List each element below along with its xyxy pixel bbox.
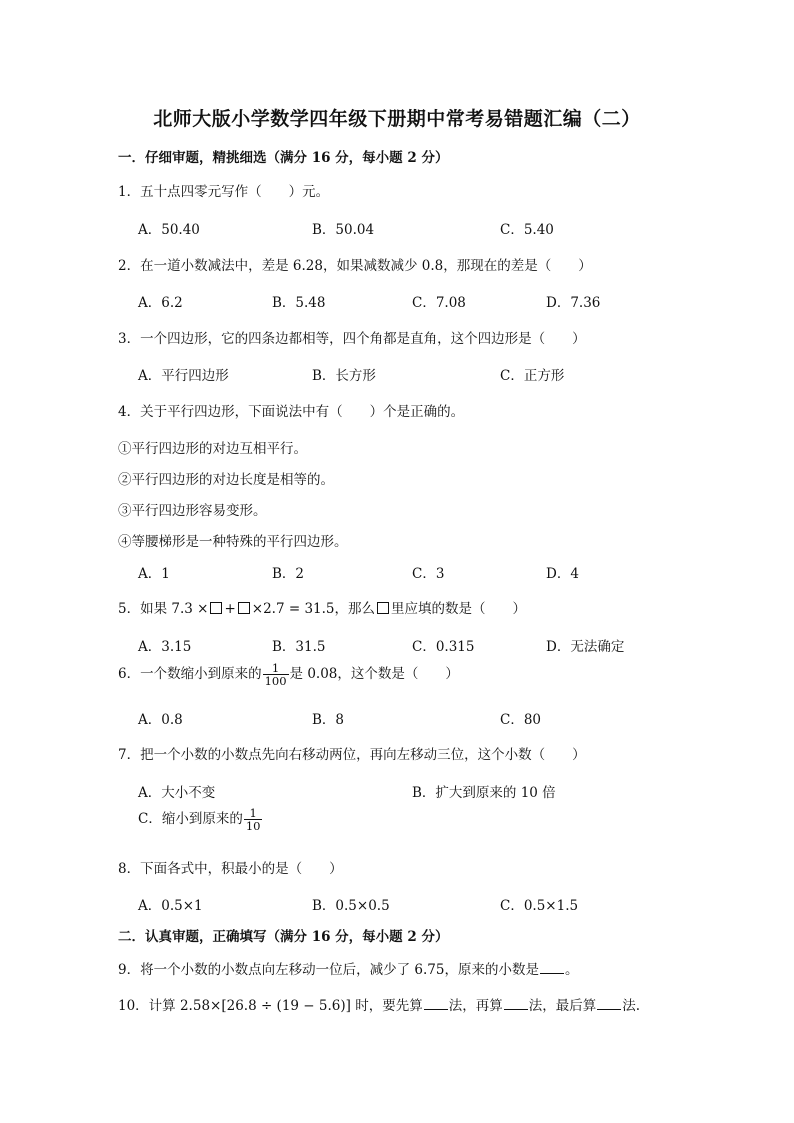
question-3: 3．一个四边形，它的四条边都相等，四个角都是直角，这个四边形是（ ） (118, 331, 586, 347)
q9-text-a: 9．将一个小数的小数点向左移动一位后，减少了 6.75，原来的小数是 (118, 962, 539, 978)
answer-blank[interactable] (597, 997, 621, 1010)
fraction (244, 807, 263, 832)
q10-text-c: 法，最后算 (528, 998, 597, 1014)
question-4: 4．关于平行四边形，下面说法中有（ ）个是正确的。 (118, 404, 465, 420)
q4-option-a: A．1 (138, 566, 170, 582)
q3-option-a: A．平行四边形 (138, 368, 229, 384)
fraction-denominator: 100 (264, 674, 287, 689)
q7-option-b: B．扩大到原来的 10 倍 (412, 785, 556, 801)
q5-text-b: + (224, 601, 236, 617)
question-5 (118, 597, 526, 617)
q4-statement-3: ③平行四边形容易变形。 (118, 503, 267, 519)
q1-option-c: C．5.40 (500, 222, 554, 238)
q8-option-a: A．0.5×1 (138, 898, 203, 914)
q5-text-d: 里应填的数是（ ） (391, 601, 526, 617)
q4-option-c: C．3 (412, 566, 445, 582)
fraction (263, 662, 289, 687)
q3-option-b: B．长方形 (312, 368, 376, 384)
q7-option-c-text: C．缩小到原来的 (138, 811, 243, 828)
question-2: 2．在一道小数减法中，差是 6.28，如果减数减少 0.8，那现在的差是（ ） (118, 258, 592, 274)
q3-option-c: C．正方形 (500, 368, 565, 384)
q10-text-d: 法. (622, 998, 640, 1014)
q7-option-a: A．大小不变 (138, 785, 216, 801)
q5-option-d: D．无法确定 (546, 639, 625, 655)
q8-option-c: C．0.5×1.5 (500, 898, 579, 914)
q5-option-c: C．0.315 (412, 639, 475, 655)
question-1: 1．五十点四零元写作（ ）元。 (118, 184, 330, 200)
answer-blank[interactable] (504, 997, 528, 1010)
q7-option-c (138, 807, 263, 832)
fraction-denominator: 10 (245, 819, 261, 834)
q2-option-d: D．7.36 (546, 295, 601, 311)
answer-blank[interactable] (424, 997, 448, 1010)
q2-option-b: B．5.48 (272, 295, 326, 311)
question-7: 7．把一个小数的小数点先向右移动两位，再向左移动三位，这个小数（ ） (118, 747, 586, 763)
q6-option-c: C．80 (500, 712, 542, 728)
q4-option-b: B．2 (272, 566, 305, 582)
q6-text-a: 6．一个数缩小到原来的 (118, 666, 262, 683)
q5-text-c: ×2.7 = 31.5，那么 (251, 601, 375, 617)
section-heading-1: 一．仔细审题，精挑细选（满分 16 分，每小题 2 分） (118, 150, 449, 166)
q1-option-b: B．50.04 (312, 222, 375, 238)
section-heading-2: 二．认真审题，正确填写（满分 16 分，每小题 2 分） (118, 929, 449, 945)
fraction-numerator: 1 (249, 806, 257, 820)
question-8: 8．下面各式中，积最小的是（ ） (118, 861, 343, 877)
q6-option-a: A．0.8 (138, 712, 183, 728)
q9-text-b: 。 (564, 962, 579, 978)
q10-text-b: 法，再算 (448, 998, 503, 1014)
answer-blank[interactable] (540, 961, 564, 974)
q4-statement-4: ④等腰梯形是一种特殊的平行四边形。 (118, 534, 348, 550)
question-9 (118, 958, 578, 978)
q8-option-b: B．0.5×0.5 (312, 898, 390, 914)
fraction-numerator: 1 (271, 661, 280, 675)
q5-option-a: A．3.15 (138, 639, 192, 655)
q4-statement-2: ②平行四边形的对边长度是相等的。 (118, 472, 334, 488)
q5-option-b: B．31.5 (272, 639, 326, 655)
q4-option-d: D．4 (546, 566, 579, 582)
empty-box (377, 602, 389, 614)
q6-text-b: 是 0.08，这个数是（ ） (289, 666, 459, 683)
question-10 (118, 994, 640, 1014)
question-6 (118, 662, 459, 687)
q5-text-a: 5．如果 7.3 × (118, 601, 209, 617)
q2-option-a: A．6.2 (138, 295, 183, 311)
empty-box (238, 602, 250, 614)
q10-text-a: 10．计算 2.58×[26.8 ÷ (19 − 5.6)] 时，要先算 (118, 998, 423, 1014)
q2-option-c: C．7.08 (412, 295, 466, 311)
q4-statement-1: ①平行四边形的对边互相平行。 (118, 441, 307, 457)
q6-option-b: B．8 (312, 712, 345, 728)
empty-box (210, 602, 222, 614)
q1-option-a: A．50.40 (138, 222, 200, 238)
page-title: 北师大版小学数学四年级下册期中常考易错题汇编（二） (153, 108, 641, 130)
